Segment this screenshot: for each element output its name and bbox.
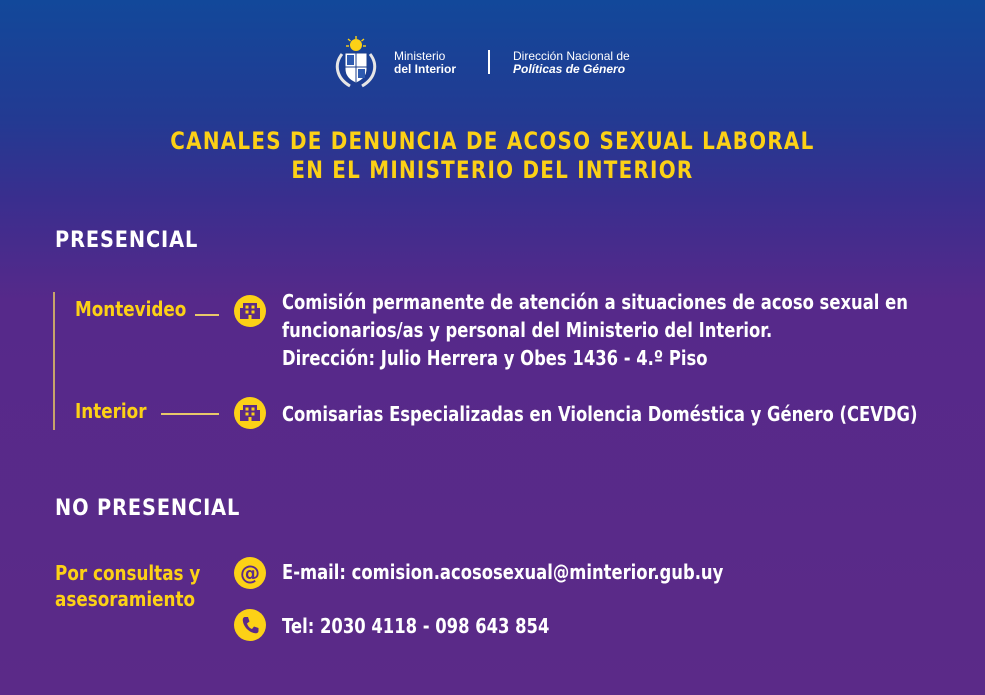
svg-text:@: @ (240, 561, 260, 585)
interior-description (282, 400, 917, 428)
phone-contact[interactable]: Tel: 2030 4118 - 098 643 854 (282, 614, 550, 638)
building-icon (234, 295, 266, 327)
page-title-line2: EN EL MINISTERIO DEL INTERIOR (291, 156, 694, 184)
header-divider (488, 50, 490, 74)
direction-name-line1: Dirección Nacional de (513, 49, 630, 63)
phone-icon (234, 609, 266, 641)
interior-line1: Comisarias Especializadas en Violencia Doméstica y Género (CEVDG) (282, 402, 918, 426)
montevideo-description (282, 288, 908, 372)
montevideo-line1: Comisión permanente de atención a situaciones de acoso sexual en (282, 290, 908, 314)
ministry-name-line2: del Interior (394, 62, 457, 76)
interior-connector (161, 413, 219, 415)
building-icon (234, 397, 266, 429)
page-title (84, 127, 902, 185)
montevideo-address: Dirección: Julio Herrera y Obes 1436 - 4.º Piso (282, 346, 708, 370)
email-contact[interactable]: E-mail: comision.acososexual@minterior.gub.uy (282, 560, 724, 584)
montevideo-line2: funcionarios/as y personal del Ministerio del Interior. (282, 318, 773, 342)
page-title-line1: CANALES DE DENUNCIA DE ACOSO SEXUAL LABORAL (170, 127, 815, 155)
email-at-icon (234, 557, 266, 589)
coat-of-arms-logo (332, 36, 380, 90)
no-presencial-heading: NO PRESENCIAL (55, 496, 241, 521)
ministry-name (394, 50, 456, 76)
consultas-label-line1: Por consultas y (55, 561, 201, 585)
montevideo-connector (195, 314, 219, 316)
montevideo-label: Montevideo (75, 297, 187, 321)
ministry-name-line1: Ministerio (394, 49, 446, 63)
interior-label: Interior (75, 399, 147, 423)
presencial-heading: PRESENCIAL (55, 228, 199, 253)
direction-name-line2: Políticas de Género (513, 62, 626, 76)
header (0, 36, 985, 92)
consultas-label-line2: asesoramiento (55, 587, 196, 611)
consultas-label (55, 560, 200, 612)
presencial-vertical-bar (53, 292, 55, 430)
direction-name (513, 50, 630, 76)
